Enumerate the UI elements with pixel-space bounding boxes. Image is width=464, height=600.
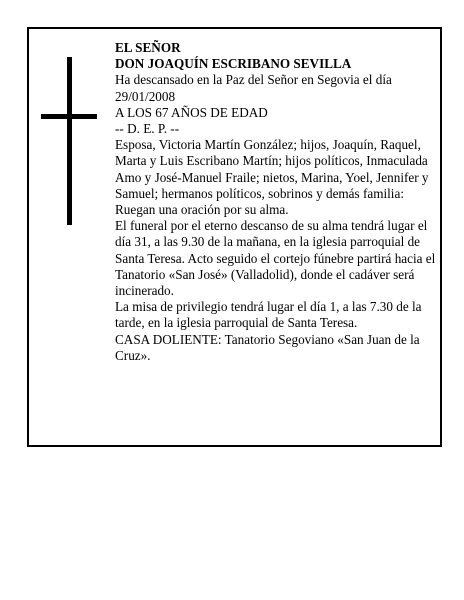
mourning-house: CASA DOLIENTE: Tanatorio Segoviano «San Juan de la Cruz». <box>115 331 420 363</box>
mass-details: La misa de privilegio tendrá lugar el día 1, a las 7.30 de la tarde, en la iglesia parroquial de Santa Teresa. <box>115 299 422 331</box>
obituary-title: EL SEÑOR <box>115 40 181 55</box>
deceased-name: DON JOAQUÍN ESCRIBANO SEVILLA <box>115 56 352 72</box>
prayer-request: Ruegan una oración por su alma. <box>115 202 289 218</box>
rest-statement: Ha descansado en la Paz del Señor en Segovia el día 29/01/2008 <box>115 72 392 104</box>
obituary-frame <box>27 27 442 447</box>
obituary-text <box>115 40 440 364</box>
funeral-details: El funeral por el eterno descanso de su alma tendrá lugar el día 31, a las 9.30 de la mañana, en la iglesia parroquial de Santa Teresa. Acto seguido el cortejo fúnebre partirá hacia el Tanatorio «San José» (Valladolid), donde el cadáver será incinerado. <box>115 218 436 299</box>
cross-icon <box>41 57 97 227</box>
rip-line: -- D. E. P. -- <box>115 121 180 137</box>
cross-vertical-bar <box>67 57 72 225</box>
age-statement: A LOS 67 AÑOS DE EDAD <box>115 104 268 120</box>
family-list: Esposa, Victoria Martín González; hijos, Joaquín, Raquel, Marta y Luis Escribano Martín; hijos políticos, Inmaculada Amo y José-Manuel Fraile; nietos, Marina, Yoel, Jennifer y Samuel; hermanos políticos, sobrinos y demás familia: <box>115 137 429 201</box>
cross-horizontal-bar <box>41 114 97 119</box>
